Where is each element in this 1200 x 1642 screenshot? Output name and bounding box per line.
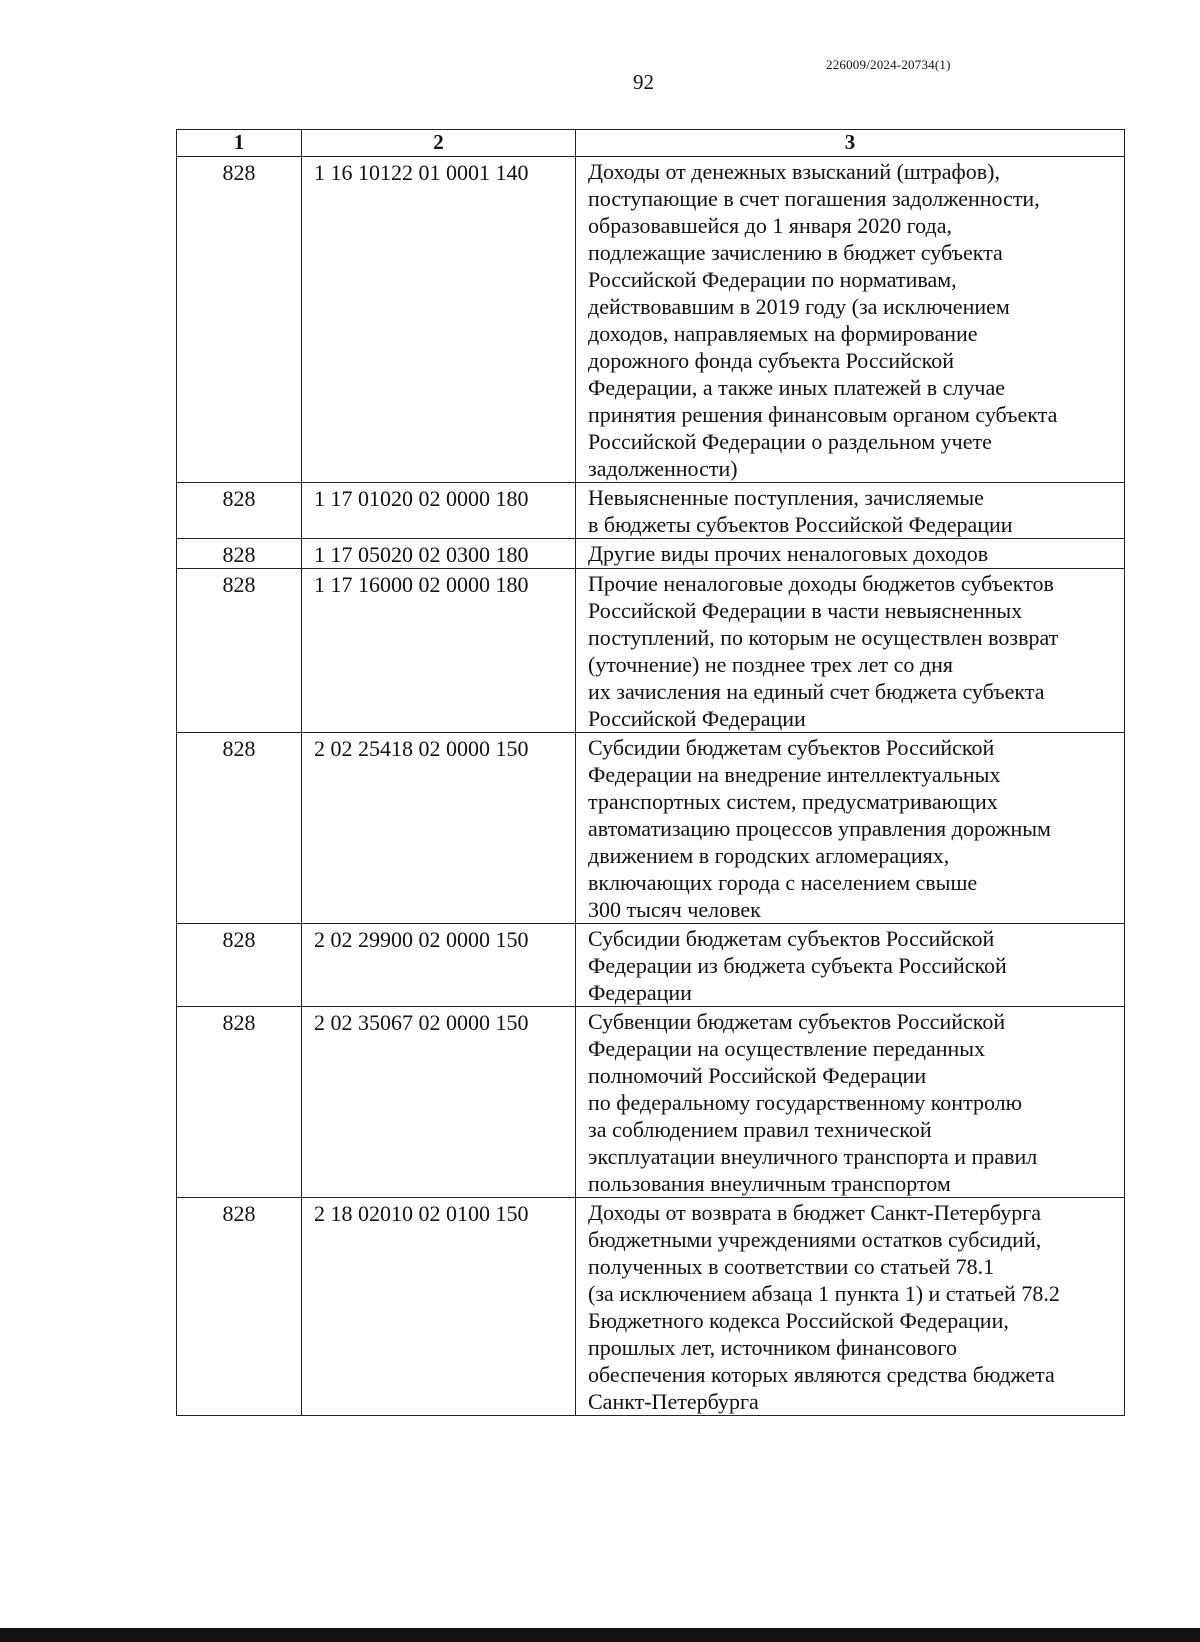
description-line: по федеральному государственному контролю [588,1090,1023,1115]
revenue-codes-table-container [176,129,1124,1416]
description-line: Федерации [588,980,692,1005]
description-cell [576,1007,1125,1198]
kbk-code-cell: 2 18 02010 02 0100 150 [302,1198,576,1416]
table-row [177,924,1125,1007]
admin-code-cell: 828 [177,569,302,733]
description-line: прошлых лет, источником финансового [588,1335,957,1360]
description-line: (уточнение) не позднее трех лет со дня [588,652,953,677]
table-row [177,1007,1125,1198]
description-line: их зачисления на единый счет бюджета субъекта [588,679,1045,704]
admin-code-cell: 828 [177,483,302,539]
document-number: 226009/2024-20734(1) [826,57,951,72]
kbk-code-cell: 1 16 10122 01 0001 140 [302,157,576,483]
admin-code-cell: 828 [177,1198,302,1416]
description-cell [576,483,1125,539]
description-line: Доходы от возврата в бюджет Санкт-Петербурга [588,1200,1042,1225]
kbk-code-cell: 2 02 29900 02 0000 150 [302,924,576,1007]
kbk-code-cell: 2 02 25418 02 0000 150 [302,733,576,924]
description-line: Российской Федерации в части невыясненных [588,598,1023,623]
description-line: эксплуатации внеуличного транспорта и правил [588,1144,1038,1169]
revenue-codes-table [176,129,1125,1416]
kbk-code-cell: 2 02 35067 02 0000 150 [302,1007,576,1198]
description-line: дорожного фонда субъекта Российской [588,348,955,373]
description-line: Субвенции бюджетам субъектов Российской [588,1009,1006,1034]
table-row [177,157,1125,483]
kbk-code-cell: 1 17 01020 02 0000 180 [302,483,576,539]
description-cell [576,924,1125,1007]
admin-code-cell: 828 [177,924,302,1007]
description-line: Российской Федерации [588,706,806,731]
description-line: полномочий Российской Федерации [588,1063,927,1088]
description-line: Субсидии бюджетам субъектов Российской [588,926,995,951]
description-line: движением в городских агломерациях, [588,843,950,868]
description-line: Российской Федерации по нормативам, [588,267,957,292]
description-line: задолженности) [588,456,738,481]
description-line: Бюджетного кодекса Российской Федерации, [588,1308,1009,1333]
description-line: подлежащие зачислению в бюджет субъекта [588,240,1003,265]
description-line: поступлений, по которым не осуществлен возврат [588,625,1059,650]
description-line: доходов, направляемых на формирование [588,321,978,346]
table-header-row [177,130,1125,157]
description-line: Прочие неналоговые доходы бюджетов субъектов [588,571,1054,596]
description-line: Федерации на внедрение интеллектуальных [588,762,1001,787]
kbk-code-cell: 1 17 05020 02 0300 180 [302,539,576,569]
table-row [177,733,1125,924]
column-header-3: 3 [576,130,1125,157]
description-line: Федерации, а также иных платежей в случае [588,375,1006,400]
description-line: (за исключением абзаца 1 пункта 1) и статьей 78.2 [588,1281,1060,1306]
description-line: действовавшим в 2019 году (за исключением [588,294,1010,319]
description-line: Санкт-Петербурга [588,1389,759,1414]
description-line: включающих города с населением свыше [588,870,978,895]
admin-code-cell: 828 [177,539,302,569]
table-row [177,539,1125,569]
description-line: бюджетными учреждениями остатков субсидий, [588,1227,1042,1252]
description-line: образовавшейся до 1 января 2020 года, [588,213,952,238]
admin-code-cell: 828 [177,733,302,924]
description-line: Другие виды прочих неналоговых доходов [588,541,989,566]
kbk-code-cell: 1 17 16000 02 0000 180 [302,569,576,733]
admin-code-cell: 828 [177,157,302,483]
description-line: принятия решения финансовым органом субъекта [588,402,1058,427]
description-line: автоматизацию процессов управления дорожным [588,816,1051,841]
description-cell [576,569,1125,733]
description-line: Федерации из бюджета субъекта Российской [588,953,1007,978]
description-line: поступающие в счет погашения задолженности, [588,186,1040,211]
description-line: Доходы от денежных взысканий (штрафов), [588,159,1000,184]
table-row [177,1198,1125,1416]
description-line: Российской Федерации о раздельном учете [588,429,992,454]
scan-edge-bar [0,1628,1200,1642]
description-cell [576,157,1125,483]
table-body [177,157,1125,1416]
column-header-1: 1 [177,130,302,157]
table-row [177,569,1125,733]
description-line: транспортных систем, предусматривающих [588,789,998,814]
description-line: 300 тысяч человек [588,897,761,922]
description-line: Невыясненные поступления, зачисляемые [588,485,984,510]
column-header-2: 2 [302,130,576,157]
page-number: 92 [633,70,654,94]
description-line: в бюджеты субъектов Российской Федерации [588,512,1013,537]
table-row [177,483,1125,539]
description-line: Федерации на осуществление переданных [588,1036,986,1061]
description-cell [576,539,1125,569]
description-line: полученных в соответствии со статьей 78.1 [588,1254,995,1279]
description-cell [576,1198,1125,1416]
admin-code-cell: 828 [177,1007,302,1198]
description-line: за соблюдением правил технической [588,1117,932,1142]
description-line: Субсидии бюджетам субъектов Российской [588,735,995,760]
description-line: обеспечения которых являются средства бюджета [588,1362,1055,1387]
description-cell [576,733,1125,924]
description-line: пользования внеуличным транспортом [588,1171,951,1196]
